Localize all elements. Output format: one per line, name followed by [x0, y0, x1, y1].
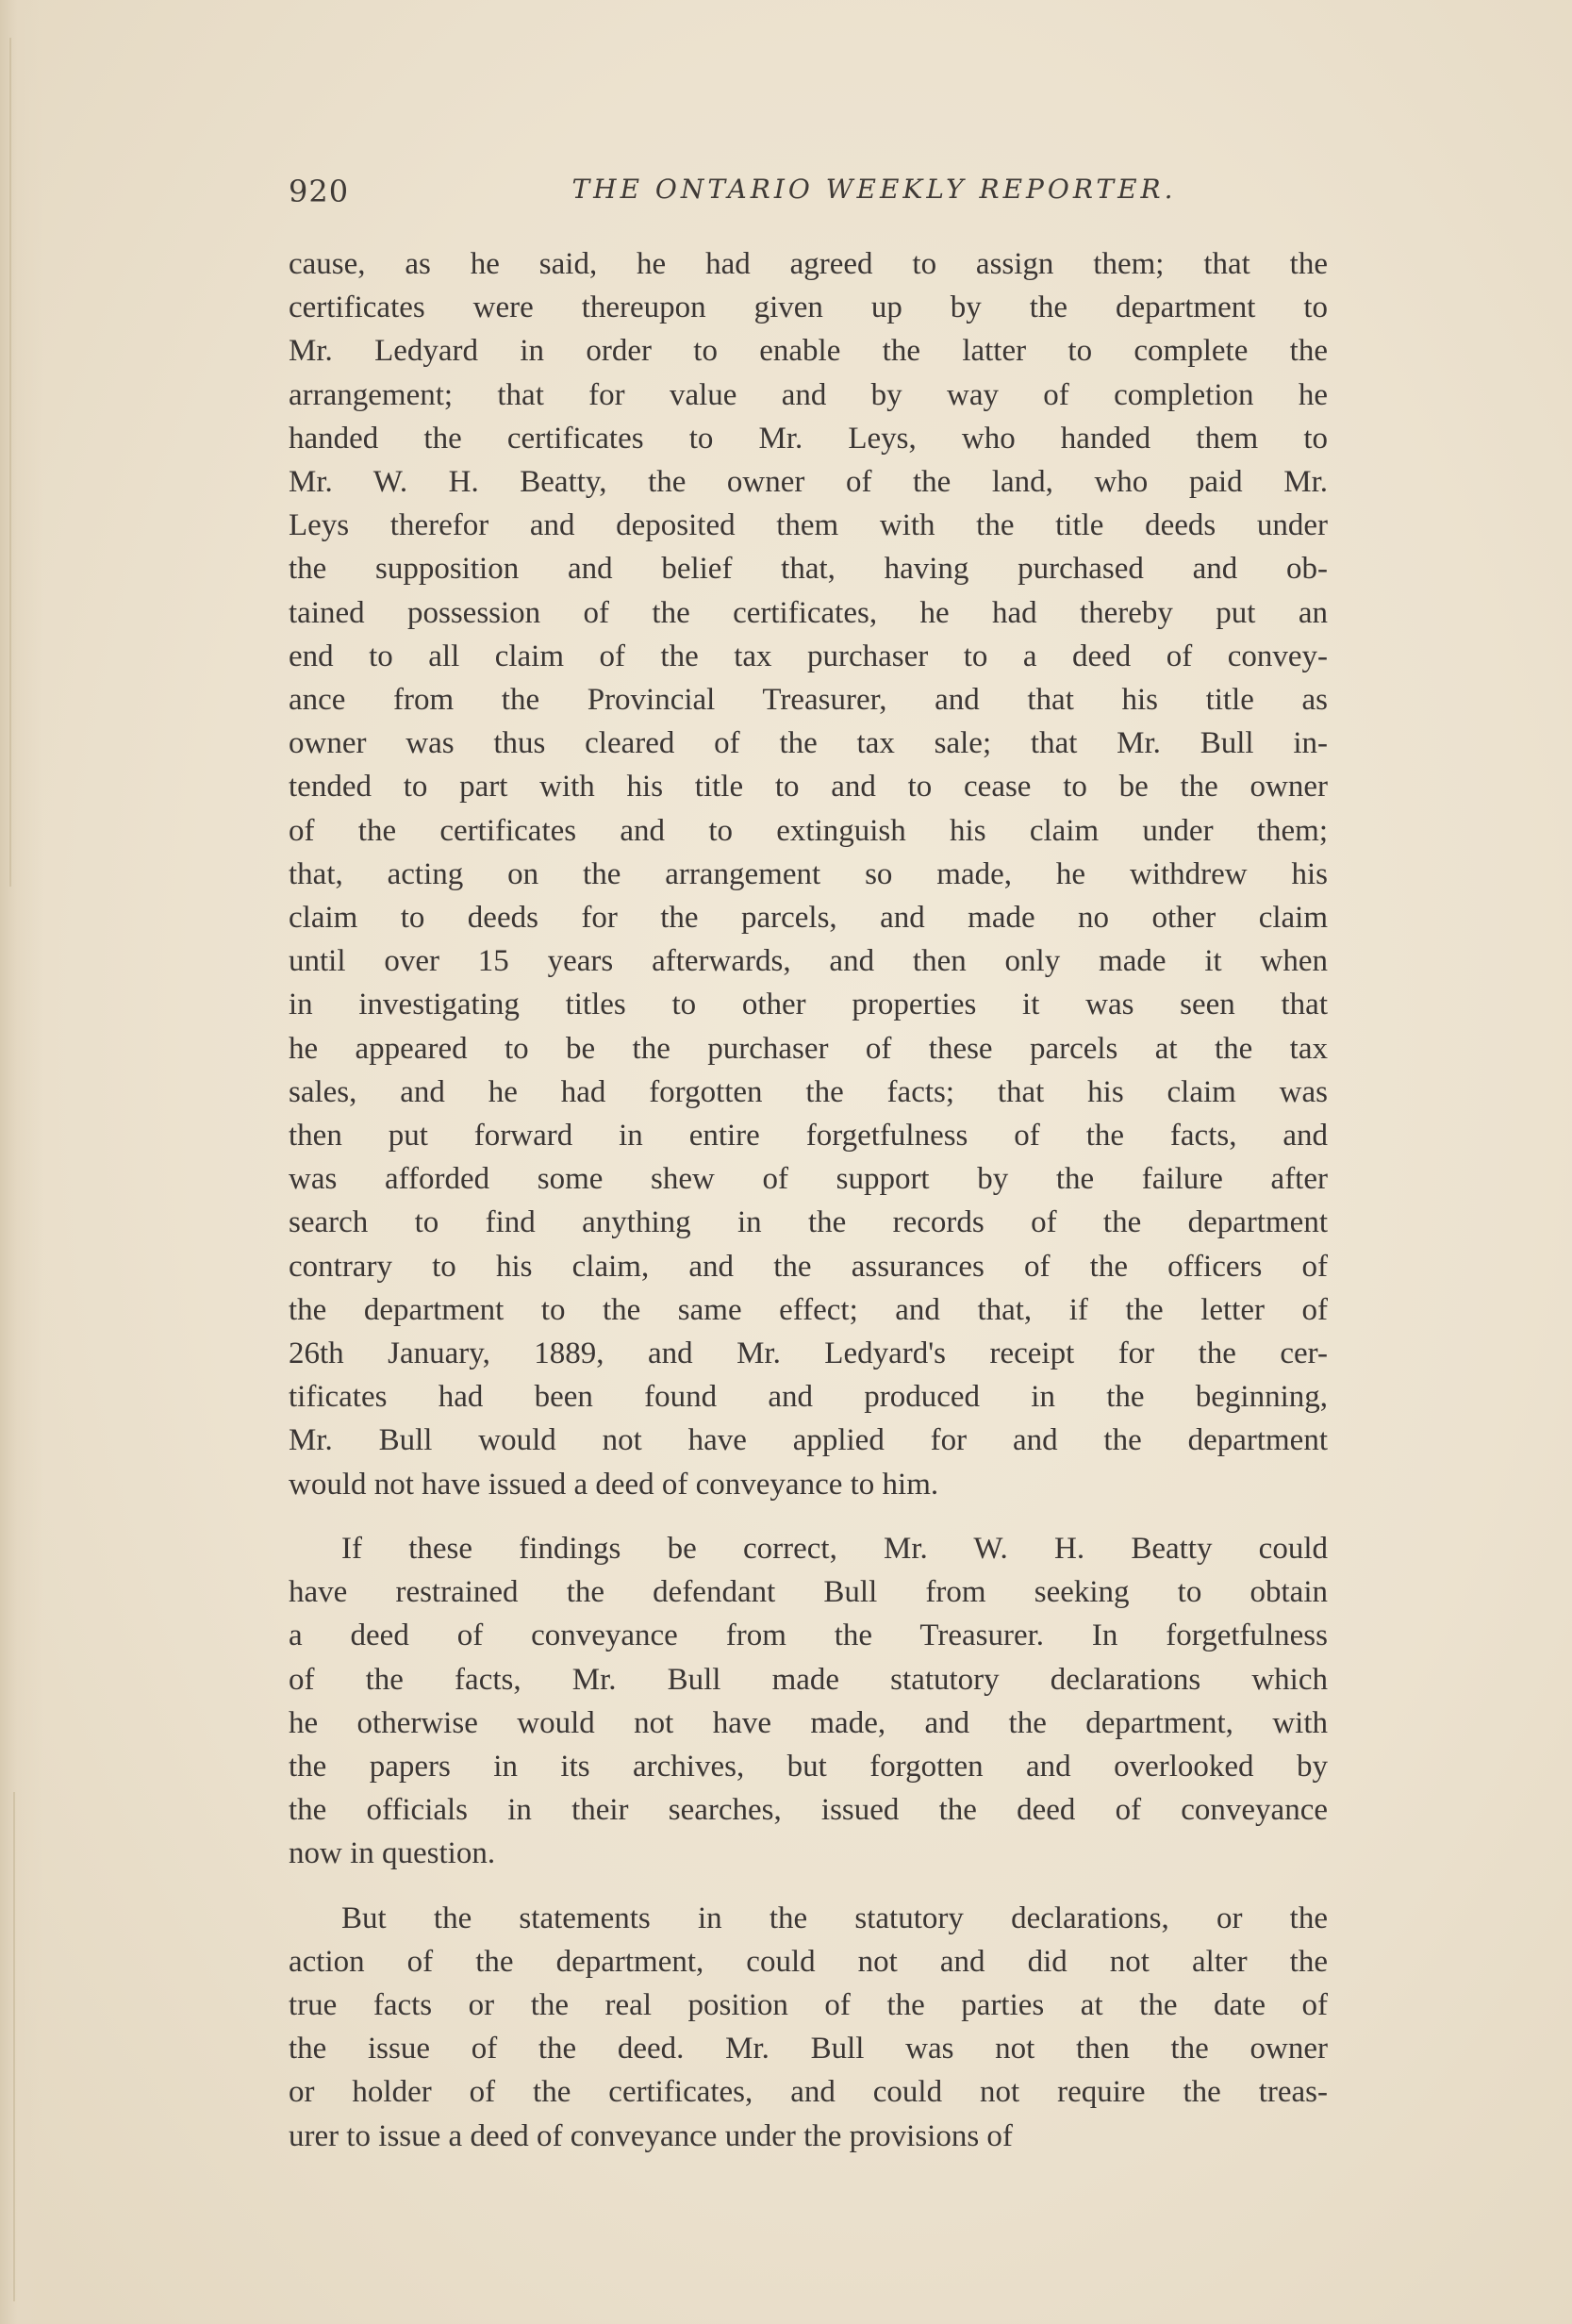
text-line: sales, and he had forgotten the facts; that his claim was — [289, 1074, 1328, 1109]
text-line: Mr. W. H. Beatty, the owner of the land, who paid Mr. — [289, 465, 1328, 500]
text-line: tended to part with his title to and to cease to be the owner — [289, 770, 1328, 805]
page-number: 920 — [289, 174, 350, 209]
running-title: THE ONTARIO WEEKLY REPORTER. — [571, 174, 1177, 205]
text-line: would not have issued a deed of conveyance to him. — [289, 1467, 939, 1502]
text-line: urer to issue a deed of conveyance under the provisions of — [289, 2118, 1013, 2153]
text-line: true facts or the real position of the parties at the date of — [289, 1987, 1328, 2022]
text-line: the papers in its archives, but forgotten and overlooked by — [289, 1749, 1328, 1784]
text-line: that, acting on the arrangement so made, he withdrew his — [289, 856, 1328, 891]
text-line: cause, as he said, he had agreed to assign them; that the — [289, 247, 1328, 281]
text-line: or holder of the certificates, and could not require the treas- — [289, 2075, 1328, 2110]
text-line: the department to the same effect; and that, if the letter of — [289, 1292, 1328, 1327]
text-line: end to all claim of the tax purchaser to a deed of convey- — [289, 639, 1328, 673]
text-line: of the certificates and to extinguish his claim under them; — [289, 813, 1328, 848]
text-line: the officials in their searches, issued the deed of conveyance — [289, 1793, 1328, 1828]
paragraph — [289, 1527, 1328, 1876]
text-line: owner was thus cleared of the tax sale; that Mr. Bull in- — [289, 726, 1328, 761]
text-line: tained possession of the certificates, he had thereby put an — [289, 595, 1328, 630]
text-line: Mr. Ledyard in order to enable the latter to complete the — [289, 334, 1328, 369]
text-line: have restrained the defendant Bull from seeking to obtain — [289, 1575, 1328, 1610]
text-line: contrary to his claim, and the assurances of the officers of — [289, 1249, 1328, 1284]
text-line: now in question. — [289, 1836, 496, 1871]
running-header — [289, 170, 1328, 217]
text-line: tificates had been found and produced in the beginning, — [289, 1380, 1328, 1415]
text-line: search to find anything in the records of the department — [289, 1205, 1328, 1240]
binding-edge-line — [9, 38, 11, 887]
page-gutter-shadow — [0, 0, 43, 2324]
text-line: until over 15 years afterwards, and then only made it when — [289, 944, 1328, 979]
binding-edge-line — [13, 1792, 15, 2301]
text-line: action of the department, could not and did not alter the — [289, 1944, 1328, 1979]
paragraph — [289, 1897, 1328, 2158]
text-line: in investigating titles to other properties it was seen that — [289, 988, 1328, 1022]
text-line: he appeared to be the purchaser of these parcels at the tax — [289, 1031, 1328, 1066]
text-line: handed the certificates to Mr. Leys, who handed them to — [289, 421, 1328, 456]
text-line: arrangement; that for value and by way of completion he — [289, 377, 1328, 412]
text-line: But the statements in the statutory declarations, or the — [341, 1901, 1328, 1935]
text-line: If these findings be correct, Mr. W. H. Beatty could — [341, 1531, 1328, 1566]
text-line: Mr. Bull would not have applied for and the department — [289, 1423, 1328, 1458]
text-line: claim to deeds for the parcels, and made no other claim — [289, 901, 1328, 936]
text-line: 26th January, 1889, and Mr. Ledyard's receipt for the cer- — [289, 1336, 1328, 1371]
text-line: a deed of conveyance from the Treasurer. In forgetfulness — [289, 1618, 1328, 1653]
body-text — [289, 242, 1328, 2158]
text-line: he otherwise would not have made, and the department, with — [289, 1705, 1328, 1740]
text-line: the supposition and belief that, having purchased and ob- — [289, 552, 1328, 587]
text-line: ance from the Provincial Treasurer, and that his title as — [289, 683, 1328, 718]
text-line: then put forward in entire forgetfulness of the facts, and — [289, 1119, 1328, 1154]
text-line: certificates were thereupon given up by the department to — [289, 290, 1328, 325]
text-line: the issue of the deed. Mr. Bull was not then the owner — [289, 2032, 1328, 2067]
text-line: of the facts, Mr. Bull made statutory declarations which — [289, 1662, 1328, 1697]
text-line: Leys therefor and deposited them with the title deeds under — [289, 508, 1328, 543]
paragraph — [289, 242, 1328, 1506]
text-line: was afforded some shew of support by the failure after — [289, 1162, 1328, 1197]
